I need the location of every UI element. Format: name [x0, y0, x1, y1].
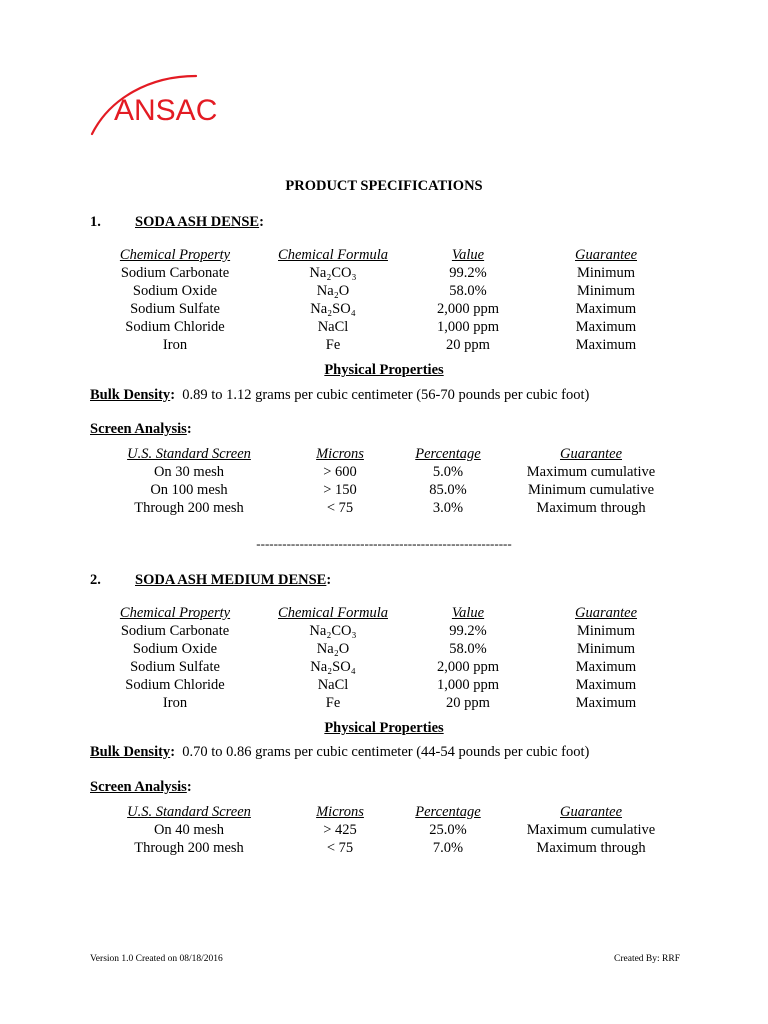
bulk-density-value: 0.89 to 1.12 grams per cubic centimeter (56-70 pounds per cubic foot) — [182, 387, 590, 403]
microns-cell: < 75 — [326, 840, 354, 856]
value-cell: 2,000 ppm — [436, 659, 500, 675]
section-1-chemical-table — [0, 246, 768, 354]
formula-cell: Na₂O — [316, 283, 350, 299]
table-header-row — [0, 445, 768, 463]
column-header: Percentage — [415, 804, 481, 820]
ansac-logo — [88, 72, 263, 140]
property-cell: Sodium Carbonate — [120, 623, 230, 639]
formula-cell: Na₂SO₄ — [310, 659, 356, 675]
guarantee-cell: Maximum cumulative — [526, 822, 656, 838]
microns-cell: > 150 — [323, 482, 357, 498]
section-number: 2. — [90, 572, 101, 588]
screen-analysis-colon: : — [186, 421, 192, 437]
physical-properties-heading: Physical Properties — [324, 362, 444, 378]
formula-cell: Fe — [325, 337, 341, 353]
property-cell: Sodium Sulfate — [130, 301, 220, 317]
column-header: Chemical Formula — [278, 247, 388, 263]
guarantee-cell: Minimum — [576, 265, 636, 281]
formula-cell: NaCl — [317, 677, 349, 693]
value-cell: 20 ppm — [446, 695, 490, 711]
column-header: U.S. Standard Screen — [127, 804, 251, 820]
table-row — [0, 481, 768, 499]
formula-cell: Na₂CO₃ — [309, 265, 357, 281]
microns-cell: < 75 — [326, 500, 354, 516]
bulk-density — [90, 387, 589, 404]
guarantee-cell: Maximum through — [536, 840, 646, 856]
logo-arc-icon — [88, 72, 263, 140]
formula-cell: Na₂O — [316, 641, 350, 657]
section-divider: ----------------------------------------------------------- — [256, 536, 512, 551]
guarantee-cell: Maximum — [575, 659, 637, 675]
column-header: U.S. Standard Screen — [127, 446, 251, 462]
table-row — [0, 499, 768, 517]
column-header: Chemical Formula — [278, 605, 388, 621]
bulk-density-label: Bulk Density — [90, 387, 171, 403]
column-header: Guarantee — [559, 804, 623, 820]
screen-cell: On 100 mesh — [150, 482, 228, 498]
table-row — [0, 282, 768, 300]
screen-analysis-label — [90, 779, 192, 796]
physical-properties-heading: Physical Properties — [324, 720, 444, 736]
column-header: Microns — [316, 804, 364, 820]
section-2-heading — [90, 572, 331, 589]
formula-cell: Na₂SO₄ — [310, 301, 356, 317]
screen-cell: Through 200 mesh — [134, 840, 244, 856]
guarantee-cell: Maximum — [575, 337, 637, 353]
section-number: 1. — [90, 214, 101, 230]
table-row — [0, 264, 768, 282]
percentage-cell: 25.0% — [429, 822, 467, 838]
value-cell: 2,000 ppm — [436, 301, 500, 317]
section-colon: : — [326, 572, 332, 588]
table-row — [0, 658, 768, 676]
percentage-cell: 3.0% — [432, 500, 464, 516]
section-colon: : — [259, 214, 264, 230]
table-row — [0, 622, 768, 640]
property-cell: Sodium Chloride — [125, 319, 225, 335]
value-cell: 58.0% — [449, 641, 487, 657]
column-header: Guarantee — [574, 605, 638, 621]
guarantee-cell: Minimum — [576, 283, 636, 299]
section-1-screen-table — [0, 445, 768, 517]
section-name: SODA ASH MEDIUM DENSE — [135, 572, 327, 588]
column-header: Percentage — [415, 446, 481, 462]
formula-cell: Fe — [325, 695, 341, 711]
bulk-density-colon: : — [170, 387, 176, 403]
value-cell: 20 ppm — [446, 337, 490, 353]
property-cell: Sodium Oxide — [132, 641, 218, 657]
property-cell: Sodium Carbonate — [120, 265, 230, 281]
column-header: Chemical Property — [119, 247, 231, 263]
section-2-chemical-table — [0, 604, 768, 712]
value-cell: 1,000 ppm — [436, 319, 500, 335]
formula-cell: Na₂CO₃ — [309, 623, 357, 639]
guarantee-cell: Minimum cumulative — [527, 482, 655, 498]
table-row — [0, 694, 768, 712]
screen-cell: Through 200 mesh — [134, 500, 244, 516]
table-row — [0, 336, 768, 354]
table-row — [0, 821, 768, 839]
percentage-cell: 85.0% — [429, 482, 467, 498]
guarantee-cell: Maximum — [575, 301, 637, 317]
screen-analysis-text: Screen Analysis — [90, 421, 187, 437]
column-header: Chemical Property — [119, 605, 231, 621]
percentage-cell: 7.0% — [432, 840, 464, 856]
property-cell: Sodium Sulfate — [130, 659, 220, 675]
value-cell: 1,000 ppm — [436, 677, 500, 693]
screen-analysis-text: Screen Analysis — [90, 779, 187, 795]
column-header: Value — [451, 605, 485, 621]
section-1-heading — [90, 214, 264, 231]
screen-cell: On 30 mesh — [153, 464, 225, 480]
property-cell: Iron — [162, 337, 188, 353]
guarantee-cell: Minimum — [576, 623, 636, 639]
value-cell: 99.2% — [449, 265, 487, 281]
footer-version: Version 1.0 Created on 08/18/2016 — [90, 954, 223, 964]
property-cell: Sodium Chloride — [125, 677, 225, 693]
microns-cell: > 600 — [323, 464, 357, 480]
table-row — [0, 676, 768, 694]
guarantee-cell: Maximum — [575, 695, 637, 711]
bulk-density-value: 0.70 to 0.86 grams per cubic centimeter (44-54 pounds per cubic foot) — [182, 744, 590, 760]
property-cell: Iron — [162, 695, 188, 711]
page-title: PRODUCT SPECIFICATIONS — [285, 178, 483, 194]
footer-created-by: Created By: RRF — [614, 954, 680, 964]
column-header: Value — [451, 247, 485, 263]
microns-cell: > 425 — [323, 822, 357, 838]
guarantee-cell: Maximum — [575, 319, 637, 335]
section-2-screen-table — [0, 803, 768, 857]
guarantee-cell: Maximum — [575, 677, 637, 693]
value-cell: 58.0% — [449, 283, 487, 299]
guarantee-cell: Minimum — [576, 641, 636, 657]
screen-cell: On 40 mesh — [153, 822, 225, 838]
column-header: Microns — [316, 446, 364, 462]
percentage-cell: 5.0% — [432, 464, 464, 480]
bulk-density — [90, 744, 589, 761]
screen-analysis-label — [90, 421, 192, 438]
guarantee-cell: Maximum cumulative — [526, 464, 656, 480]
table-header-row — [0, 803, 768, 821]
table-row — [0, 318, 768, 336]
property-cell: Sodium Oxide — [132, 283, 218, 299]
table-row — [0, 640, 768, 658]
formula-cell: NaCl — [317, 319, 349, 335]
guarantee-cell: Maximum through — [536, 500, 646, 516]
bulk-density-label: Bulk Density — [90, 744, 171, 760]
column-header: Guarantee — [559, 446, 623, 462]
bulk-density-colon: : — [170, 744, 176, 760]
table-row — [0, 463, 768, 481]
table-header-row — [0, 246, 768, 264]
table-row — [0, 300, 768, 318]
logo-text: ANSAC — [114, 94, 218, 127]
value-cell: 99.2% — [449, 623, 487, 639]
screen-analysis-colon: : — [186, 779, 192, 795]
table-row — [0, 839, 768, 857]
table-header-row — [0, 604, 768, 622]
section-name: SODA ASH DENSE — [135, 214, 260, 230]
column-header: Guarantee — [574, 247, 638, 263]
